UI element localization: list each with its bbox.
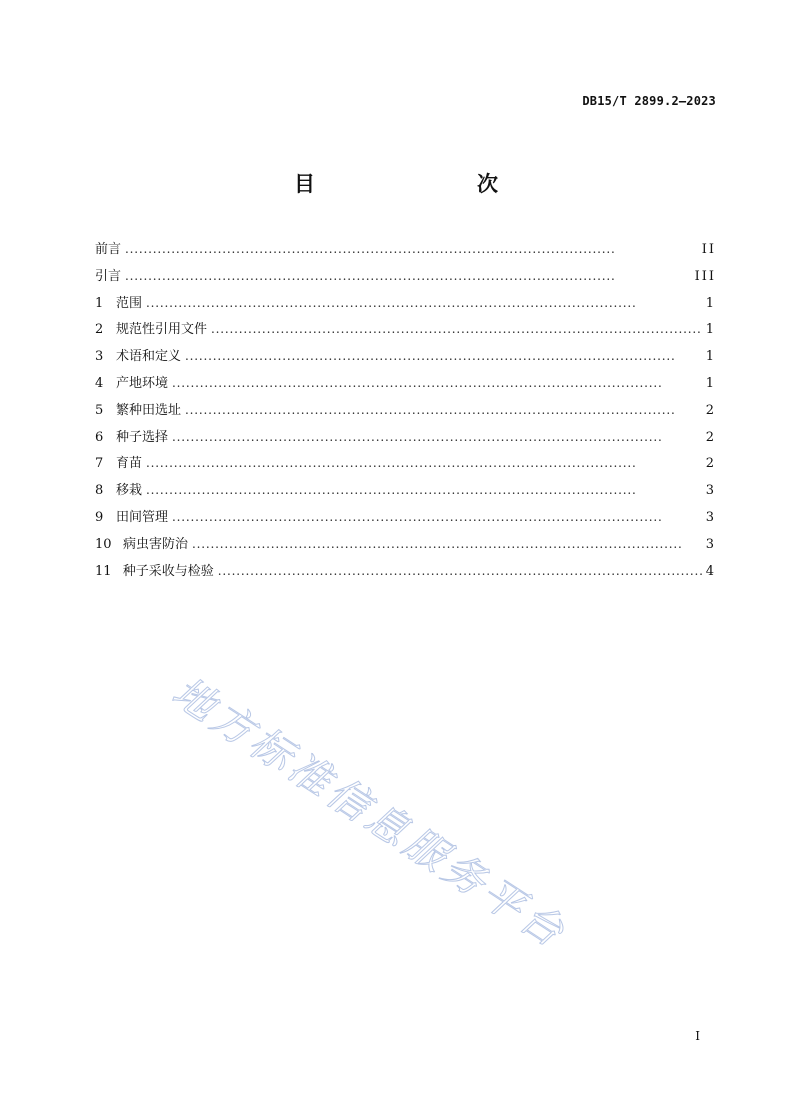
toc-entry-label: 田间管理 — [116, 509, 169, 525]
toc-entry-label: 范围 — [116, 295, 143, 311]
toc-entry-label: 育苗 — [116, 456, 143, 472]
toc-entry[interactable] — [95, 343, 716, 370]
toc-entry[interactable] — [95, 290, 716, 317]
toc-leader — [218, 558, 702, 585]
toc-leader — [185, 343, 702, 370]
toc-entry[interactable] — [95, 236, 716, 263]
toc-entry-page: 2 — [705, 402, 716, 418]
toc-entry[interactable] — [95, 370, 716, 397]
toc-entry[interactable] — [95, 316, 716, 343]
toc-entry-page: 1 — [705, 375, 716, 391]
toc-entry[interactable] — [95, 397, 716, 424]
toc-leader — [192, 531, 702, 558]
toc-leader — [146, 290, 702, 317]
toc-entry[interactable] — [95, 558, 716, 585]
toc-entry-number: 11 — [95, 563, 112, 579]
toc-entry-page: 3 — [705, 536, 716, 552]
toc-entry[interactable] — [95, 450, 716, 477]
toc-entry-number: 10 — [95, 536, 112, 552]
toc-list — [95, 236, 716, 584]
toc-leader — [172, 370, 702, 397]
toc-entry-label: 规范性引用文件 — [116, 322, 208, 338]
document-code: DB15/T 2899.2—2023 — [582, 94, 716, 108]
toc-entry-page: II — [701, 242, 716, 257]
toc-entry-label: 繁种田选址 — [116, 402, 182, 418]
toc-entry-number: 4 — [95, 375, 104, 391]
toc-entry[interactable] — [95, 424, 716, 451]
toc-entry-label: 种子选择 — [116, 429, 169, 445]
toc-entry-page: 2 — [705, 429, 716, 445]
toc-entry-page: 3 — [705, 483, 716, 499]
toc-entry[interactable] — [95, 263, 716, 290]
toc-entry-number: 1 — [95, 295, 104, 311]
toc-entry-number: 8 — [95, 483, 104, 499]
page-number: I — [695, 1029, 700, 1043]
toc-entry[interactable] — [95, 504, 716, 531]
toc-entry-label: 种子采收与检验 — [122, 563, 214, 579]
toc-entry-label: 病虫害防治 — [123, 536, 189, 552]
toc-entry[interactable] — [95, 477, 716, 504]
toc-entry-page: 1 — [705, 322, 716, 338]
toc-leader — [125, 236, 698, 263]
toc-entry-number: 5 — [95, 402, 104, 418]
toc-leader — [211, 316, 702, 343]
toc-entry-label: 移栽 — [116, 483, 143, 499]
toc-entry-label: 术语和定义 — [116, 349, 182, 365]
toc-entry-label: 引言 — [95, 268, 122, 284]
toc-leader — [172, 504, 702, 531]
toc-entry-page: 1 — [705, 349, 716, 365]
toc-entry-label: 前言 — [95, 242, 122, 257]
toc-entry-page: III — [694, 268, 716, 284]
toc-entry-number: 3 — [95, 349, 104, 365]
toc-entry-number: 9 — [95, 509, 104, 525]
toc-leader — [172, 424, 702, 451]
toc-leader — [146, 450, 702, 477]
toc-entry-page: 1 — [705, 295, 716, 311]
toc-entry[interactable] — [95, 531, 716, 558]
toc-entry-number: 2 — [95, 322, 104, 338]
toc-entry-number: 7 — [95, 456, 104, 472]
watermark: 地方标准信息服务平台 — [163, 667, 576, 959]
toc-leader — [146, 477, 702, 504]
toc-entry-page: 3 — [705, 509, 716, 525]
toc-entry-page: 2 — [705, 456, 716, 472]
toc-entry-number: 6 — [95, 429, 104, 445]
toc-title: 目 次 — [294, 172, 538, 196]
toc-entry-label: 产地环境 — [116, 375, 169, 391]
toc-leader — [125, 263, 691, 290]
toc-leader — [185, 397, 702, 424]
toc-entry-page: 4 — [705, 563, 716, 579]
